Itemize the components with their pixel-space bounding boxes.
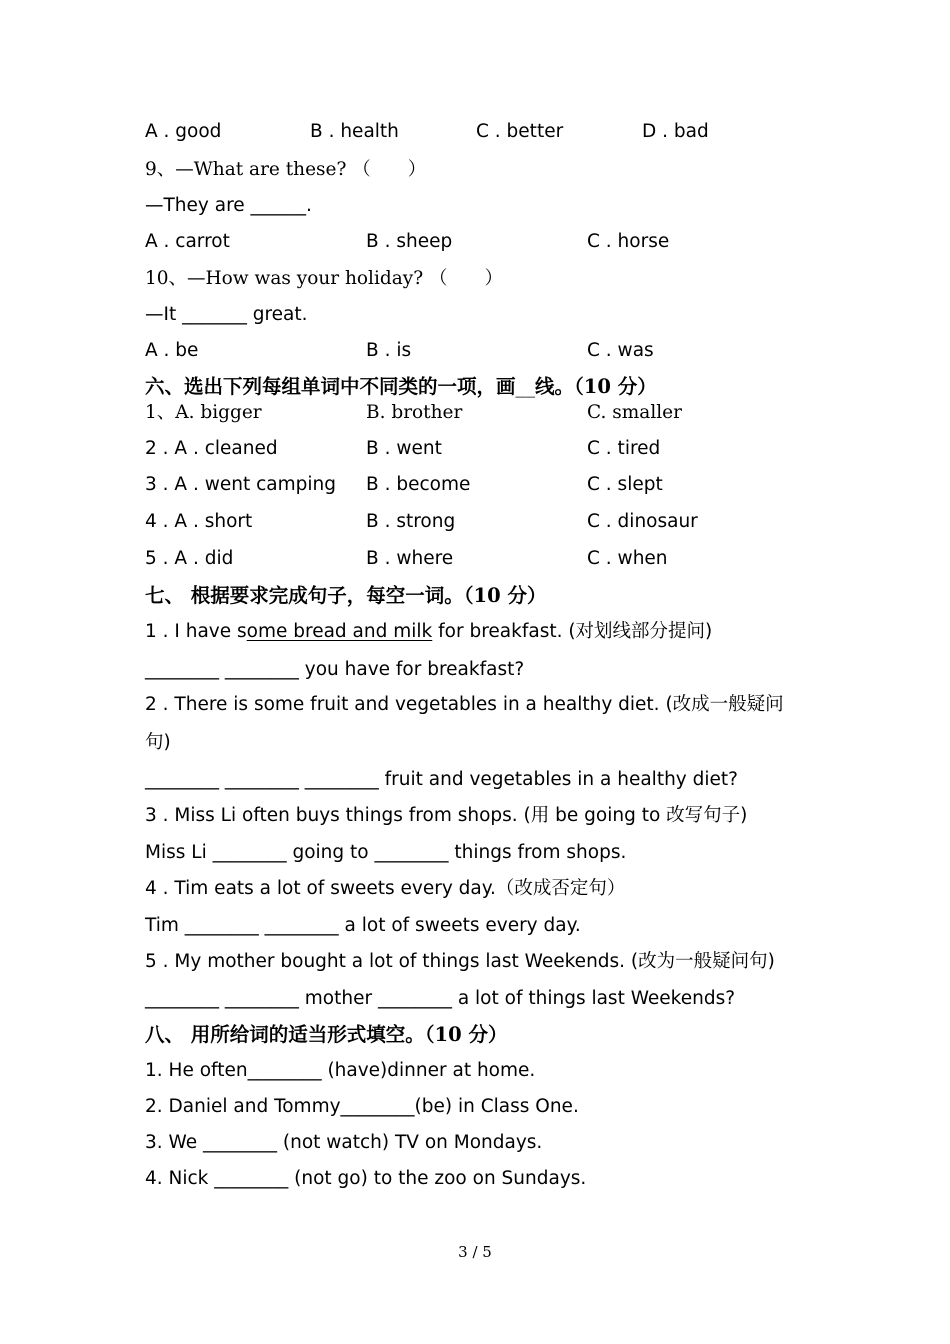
section8-item: 2. Daniel and Tommy________(be) in Class One.	[145, 1096, 579, 1117]
q10-option-c: C . was	[587, 340, 654, 361]
section6-option-a: 5 . A . did	[145, 548, 234, 569]
section8-heading: 八、 用所给词的适当形式填空。（10 分）	[145, 1023, 508, 1046]
section6-heading-post: 线。（10 分）	[535, 375, 657, 398]
section6-option-a: 4 . A . short	[145, 511, 253, 532]
section7-answer-1: ________ ________ you have for breakfast?	[145, 659, 525, 680]
section7-sentence-3: 3 . Miss Li often buys things from shops. (用 be going to 改写句子)	[145, 805, 748, 826]
section7-sentence-2: 2 . There is some fruit and vegetables in a healthy diet. (改成一般疑问	[145, 694, 784, 715]
section7-answer-2: ________ ________ ________ fruit and vegetables in a healthy diet?	[145, 769, 738, 790]
q8-option-a: A . good	[145, 121, 222, 142]
q10-option-a: A . be	[145, 340, 199, 361]
section6-option-a: 2 . A . cleaned	[145, 438, 278, 459]
q9-answer: —They are ______.	[145, 195, 312, 216]
s1-underlined-phrase: ome bread and milk	[246, 621, 433, 642]
q10-question: 10、—How was your holiday? （ ）	[145, 268, 504, 289]
section6-option-b: B . where	[366, 548, 454, 569]
section6-option-a: 3 . A . went camping	[145, 474, 336, 495]
section6-option-b: B . strong	[366, 511, 456, 532]
q8-option-d: D . bad	[642, 121, 709, 142]
section6-option-c: C . dinosaur	[587, 511, 698, 532]
s1-text-pre: 1 . I have s	[145, 621, 247, 642]
q9-option-c: C . horse	[587, 231, 670, 252]
page-number: 3 / 5	[458, 1243, 492, 1261]
q9-option-b: B . sheep	[366, 231, 453, 252]
section7-sentence-4: 4 . Tim eats a lot of sweets every day.（改成否定句）	[145, 878, 626, 899]
section8-item: 3. We ________ (not watch) TV on Mondays.	[145, 1132, 543, 1153]
section6-option-c: C . tired	[587, 438, 661, 459]
section8-item: 1. He often________ (have)dinner at home.	[145, 1060, 536, 1081]
q8-option-b: B . health	[310, 121, 399, 142]
section8-item: 4. Nick ________ (not go) to the zoo on Sundays.	[145, 1168, 587, 1189]
section7-sentence-2-cont: 句)	[145, 732, 171, 753]
section6-heading-blank: __	[515, 375, 536, 398]
section6-option-b: B . went	[366, 438, 442, 459]
section7-answer-5: ________ ________ mother ________ a lot of things last Weekends?	[145, 988, 736, 1009]
section6-option-c: C . slept	[587, 474, 663, 495]
q9-question: 9、—What are these? （ ）	[145, 159, 427, 180]
section6-option-c: C. smaller	[587, 402, 682, 423]
q10-answer: —It _______ great.	[145, 304, 308, 325]
q9-option-a: A . carrot	[145, 231, 230, 252]
section6-option-a: 1、A. bigger	[145, 402, 262, 423]
section7-sentence-1	[145, 620, 712, 644]
section7-answer-3: Miss Li ________ going to ________ things from shops.	[145, 842, 627, 863]
q8-option-c: C . better	[476, 121, 564, 142]
section7-answer-4: Tim ________ ________ a lot of sweets every day.	[145, 915, 581, 936]
section7-heading: 七、 根据要求完成句子，每空一词。（10 分）	[145, 584, 547, 607]
section6-heading-pre: 六、选出下列每组单词中不同类的一项，画	[145, 375, 516, 398]
section6-option-b: B . become	[366, 474, 471, 495]
section6-option-c: C . when	[587, 548, 668, 569]
section6-option-b: B. brother	[366, 402, 463, 423]
section7-sentence-5: 5 . My mother bought a lot of things last Weekends. (改为一般疑问句)	[145, 951, 775, 972]
s1-text-post: for breakfast. (对划线部分提问)	[432, 621, 713, 642]
q10-option-b: B . is	[366, 340, 412, 361]
section6-heading	[145, 375, 657, 399]
